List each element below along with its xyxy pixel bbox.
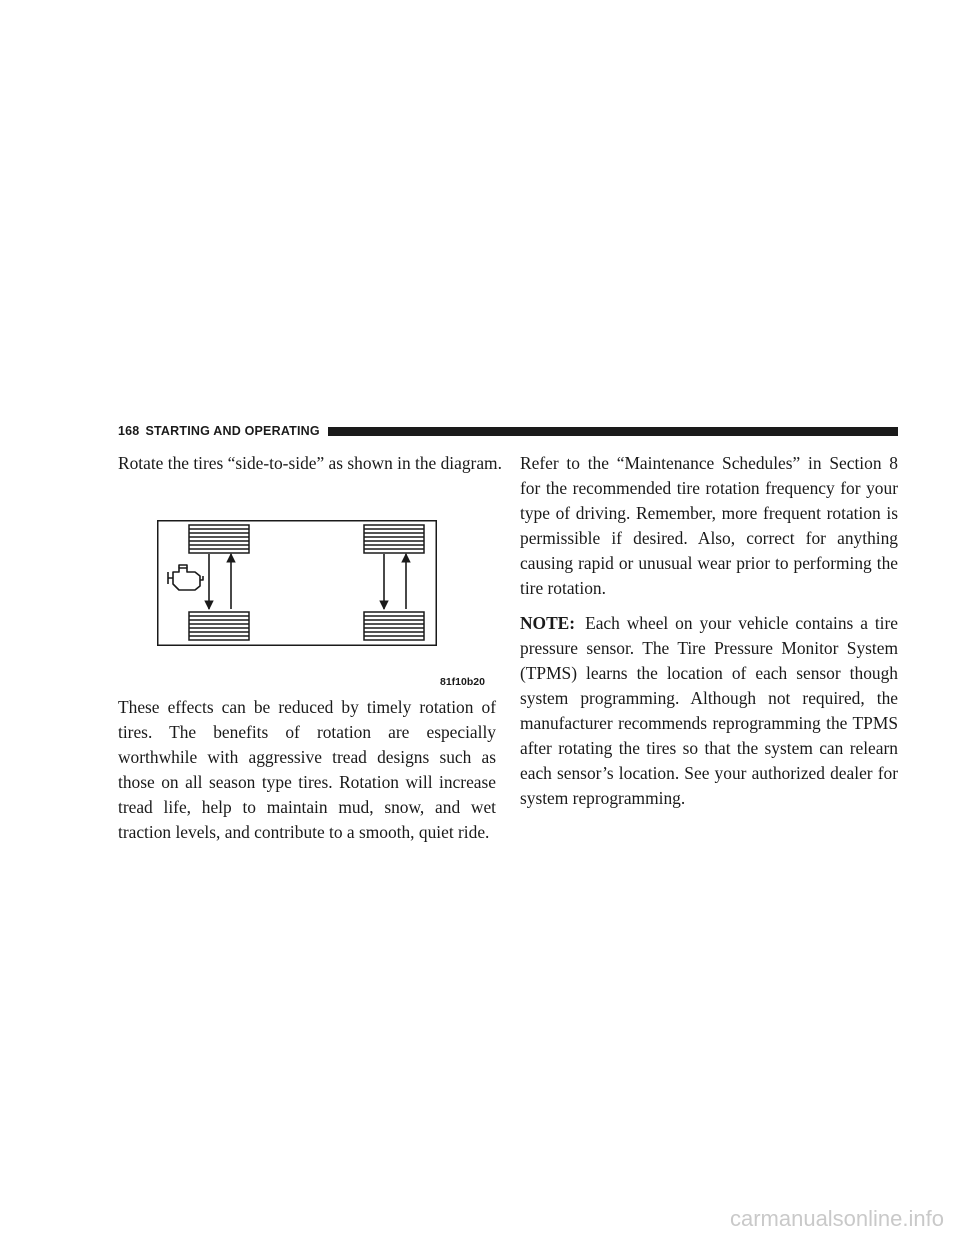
tire-rotation-svg bbox=[157, 520, 437, 646]
page-header bbox=[118, 424, 898, 438]
rotation-benefits-paragraph: These effects can be reduced by timely rotation of tires. The benefits of rotation are especially worthwhile with aggressive tread designs such as those on all season type tires. Rotation will increase tread life, help to maintain mud, snow, and wet traction levels, and contribute to a smooth, quiet ride. bbox=[118, 697, 496, 842]
header-rule bbox=[328, 427, 898, 436]
note-paragraph bbox=[520, 611, 898, 811]
figure-id: 81f10b20 bbox=[440, 676, 485, 688]
tire-icon-front-right bbox=[364, 525, 424, 553]
watermark: carmanualsonline.info bbox=[729, 1206, 944, 1231]
note-label: NOTE: bbox=[520, 613, 576, 633]
page-number: 168 bbox=[118, 424, 140, 438]
tire-icon-rear-right bbox=[364, 612, 424, 640]
note-text: Each wheel on your vehicle contains a tire pressure sensor. The Tire Pressure Monitor System (TPMS) learns the location of each sensor though system programming. Although not required, the manufacturer recommends reprogramming the TPMS after rotating the tires so that the system can relearn each sensor’s location. See your authorized dealer for system reprogramming. bbox=[520, 613, 898, 808]
tire-icon-rear-left bbox=[189, 612, 249, 640]
right-column bbox=[520, 451, 898, 811]
maintenance-paragraph: Refer to the “Maintenance Schedules” in Section 8 for the recommended tire rotation frequency for your type of driving. Remember, more frequent rotation is permissible if desired. Also, correct for anything causing rapid or unusual wear prior to performing the tire rotation. bbox=[520, 453, 898, 598]
intro-text: Rotate the tires “side-to-side” as shown in the diagram. bbox=[118, 453, 502, 473]
section-title: STARTING AND OPERATING bbox=[145, 424, 320, 438]
tire-icon-front-left bbox=[189, 525, 249, 553]
tire-rotation-diagram bbox=[157, 520, 437, 646]
